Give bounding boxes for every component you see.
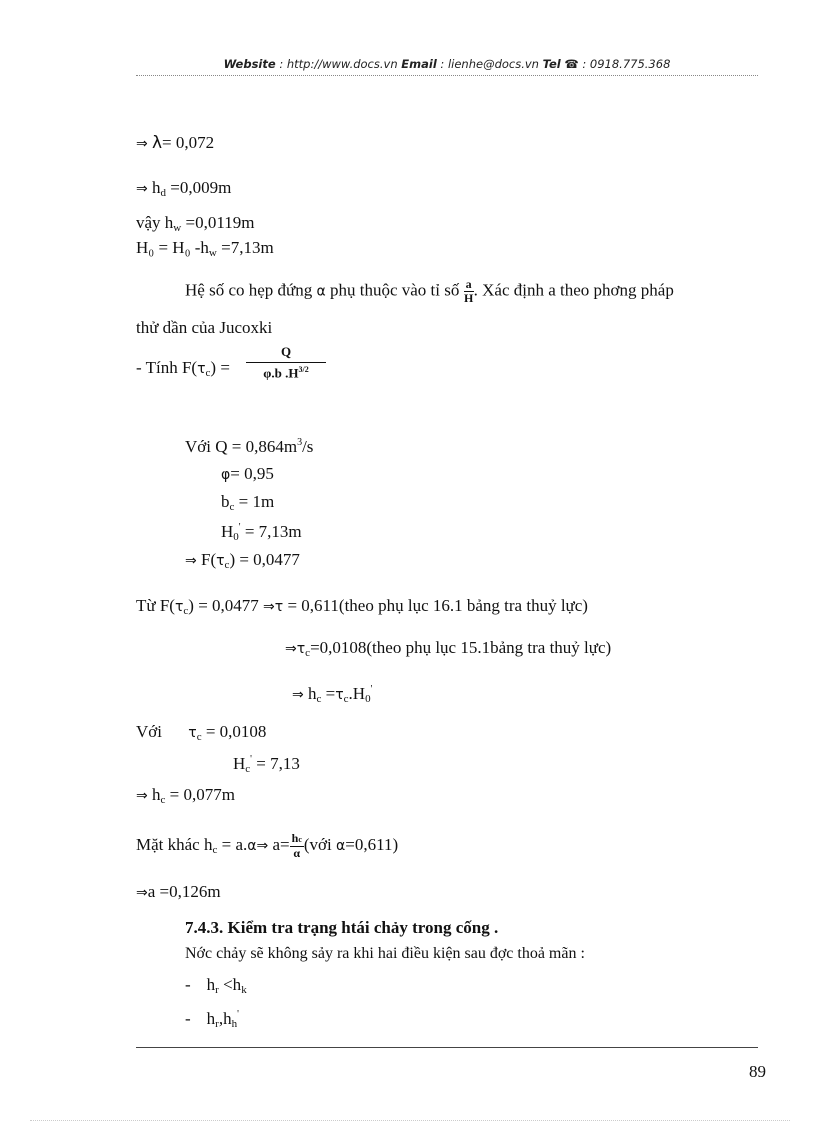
eq-a-formula: Mặt khác $h_c$ = a.α⇒ a= $\frac{hc}{\alpha}$ (với α=0,611)	[136, 831, 399, 860]
result-a: ⇒a =0,126m	[136, 882, 221, 901]
given-q: Với $Q = 0,864m^3/s$	[185, 437, 314, 456]
section-heading: 7.4.3. Kiểm tra trạng htái chảy trong cống .	[185, 918, 499, 937]
phi-symbol: φ	[221, 467, 231, 483]
implies-icon: ⇒τ	[285, 641, 306, 657]
lookup-tau: Từ $F(\tau_c) = 0,0477$ ⇒τ = 0,611(theo phụ lục 16.1 bảng tra thuỷ lực)	[136, 596, 588, 617]
given-phi: φ= 0,95	[221, 464, 274, 483]
page-number: 89	[749, 1062, 766, 1081]
result-hc: ⇒ $h_c = 0,077m$	[136, 785, 235, 806]
website-value: : http://www.docs.vn	[275, 57, 402, 71]
email-value: : lienhe@docs.vn	[436, 57, 543, 71]
lambda-symbol: λ	[151, 133, 163, 153]
eq-hd: ⇒ $h_d =0,009m$	[136, 178, 232, 199]
eq-f-tau-c: - Tính $F(\tau_c)$ =	[136, 358, 230, 379]
header-divider	[136, 75, 758, 76]
footer-divider	[136, 1047, 758, 1048]
paragraph-contraction: Hệ số co hẹp đứng α phụ thuộc vào tỉ số $\frac{a}{H}$ . Xác định a theo phơng pháp	[185, 277, 674, 305]
bullet-dash: -	[185, 975, 191, 994]
implies-icon: ⇒	[136, 136, 148, 152]
given-h0prime: $H_0' = 7,13m$	[221, 522, 302, 543]
paragraph-jucoxki: thử dần của Jucoxki	[136, 318, 273, 337]
implies-icon: ⇒τ	[263, 599, 284, 615]
condition-2: - $h_r,h_h'$	[185, 1009, 239, 1030]
fraction-hc-over-alpha: $\frac{hc}{\alpha}$	[291, 831, 302, 860]
implies-icon: ⇒	[136, 788, 148, 804]
website-label: Website	[223, 57, 276, 71]
eq-h0: H₀ = H₀ $-h_w =7,13m$	[136, 238, 274, 259]
lookup-tau-c: $\Rightarrow\tau_c=0,0108(theo$ phụ lục 15.1bảng tra thuỷ lực)	[285, 638, 612, 659]
fraction-a-over-h: $\frac{a}{H}$	[463, 277, 474, 305]
implies-icon: ⇒	[292, 687, 304, 703]
eq-hw: vậy $h_w =0,0119m$	[136, 213, 255, 234]
implies-icon: ⇒	[185, 553, 197, 569]
implies-icon: ⇒	[136, 181, 148, 197]
alpha-symbol: α	[316, 283, 326, 300]
page-bottom-edge	[30, 1120, 790, 1121]
given-hc-prime: $H_c' = 7,13$	[233, 754, 300, 775]
given-bc: $b_c = 1m$	[221, 492, 275, 513]
page-header	[136, 57, 758, 71]
tau-symbol: τ	[197, 361, 206, 377]
bullet-dash: -	[185, 1009, 191, 1028]
given-tau-c: Với $\tau_c = 0,0108$	[136, 722, 267, 743]
fraction-q-over: $\frac{Q}{\varphi.b .H^{3/2}}$	[246, 344, 326, 381]
paragraph-conditions: Nớc chảy sẽ không sảy ra khi hai điều kiện sau đợc thoả mãn :	[185, 945, 585, 962]
condition-1: - $h_r <h_k$	[185, 975, 247, 996]
result-f-tau: ⇒ $F(\tau_c) = 0,0477$	[185, 550, 300, 571]
tel-value: : 0918.775.368	[578, 57, 671, 71]
implies-icon: ⇒	[136, 885, 148, 901]
phone-icon: ☎	[564, 57, 579, 71]
tel-label: Tel	[542, 57, 561, 71]
email-label: Email	[401, 57, 437, 71]
eq-lambda: ⇒ λ= 0,072	[136, 133, 215, 153]
eq-hc-formula: ⇒ $h_c =\tau_c.H_0'$	[292, 684, 373, 705]
